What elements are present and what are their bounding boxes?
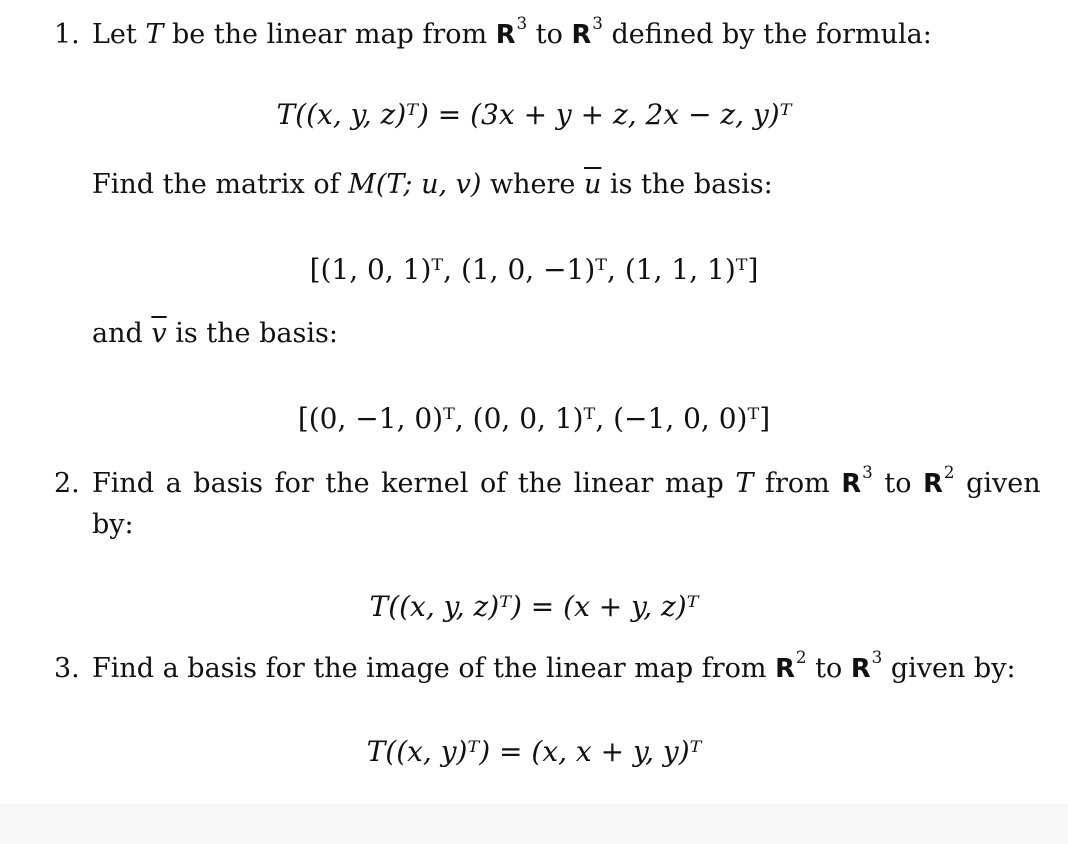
map-symbol: T — [735, 468, 754, 499]
formula-1: T((x, y, z)ᵀ) = (3x + y + z, 2x − z, y)ᵀ — [276, 98, 792, 131]
problem-2-line2: by: — [92, 509, 134, 540]
codomain-space: R — [850, 654, 871, 684]
basis-v-symbol: $\overline{v}$ — [151, 318, 167, 349]
codomain-dim: 3 — [592, 12, 603, 33]
domain-space: R — [775, 654, 795, 684]
matrix-expression: M(T; u, v) — [348, 169, 482, 200]
basis-u: [(1, 0, 1)ᵀ, (1, 0, −1)ᵀ, (1, 1, 1)ᵀ] — [309, 253, 759, 286]
intro-tail: defined by the formula: — [611, 19, 932, 50]
line1-to: to — [884, 468, 912, 499]
and-lead: and — [92, 318, 143, 349]
line1-lead: Find a basis for the kernel of the linear map — [92, 468, 724, 499]
codomain-space: R — [923, 469, 943, 499]
codomain-dim: 2 — [943, 461, 955, 482]
codomain-dim: 3 — [871, 646, 883, 667]
bottom-band — [0, 804, 1068, 844]
map-symbol: T — [145, 19, 164, 50]
basis-u-symbol: $\overline{u}$ — [583, 169, 602, 200]
problem-number: 2. — [54, 468, 80, 499]
problem-number: 1. — [54, 19, 80, 50]
line1-to: to — [815, 653, 843, 684]
domain-space: R — [841, 469, 862, 499]
line1-lead: Find a basis for the image of the linear map from — [92, 653, 767, 684]
question-tail: is the basis: — [609, 169, 773, 200]
codomain-space: R — [571, 20, 592, 50]
domain-dim: 3 — [862, 461, 873, 482]
and-tail: is the basis: — [175, 318, 338, 349]
domain-dim: 3 — [516, 12, 528, 33]
intro-lead: Let — [92, 19, 137, 50]
line1-tail: given by: — [890, 653, 1016, 684]
domain-space: R — [495, 20, 516, 50]
domain-dim: 2 — [795, 646, 807, 667]
problem-number: 3. — [54, 653, 80, 684]
intro-to: to — [535, 19, 563, 50]
line1-tail: given — [966, 468, 1041, 499]
line1-from: from — [765, 468, 830, 499]
formula-2: T((x, y, z)ᵀ) = (x + y, z)ᵀ — [369, 590, 699, 623]
basis-v: [(0, −1, 0)ᵀ, (0, 0, 1)ᵀ, (−1, 0, 0)ᵀ] — [297, 402, 771, 435]
intro-mid: be the linear map from — [171, 19, 488, 50]
formula-3: T((x, y)ᵀ) = (x, x + y, y)ᵀ — [366, 735, 702, 768]
problem-1-question — [92, 171, 773, 198]
question-mid: where — [490, 169, 576, 200]
question-lead: Find the matrix of — [92, 169, 340, 200]
problem-1-and — [92, 320, 338, 347]
